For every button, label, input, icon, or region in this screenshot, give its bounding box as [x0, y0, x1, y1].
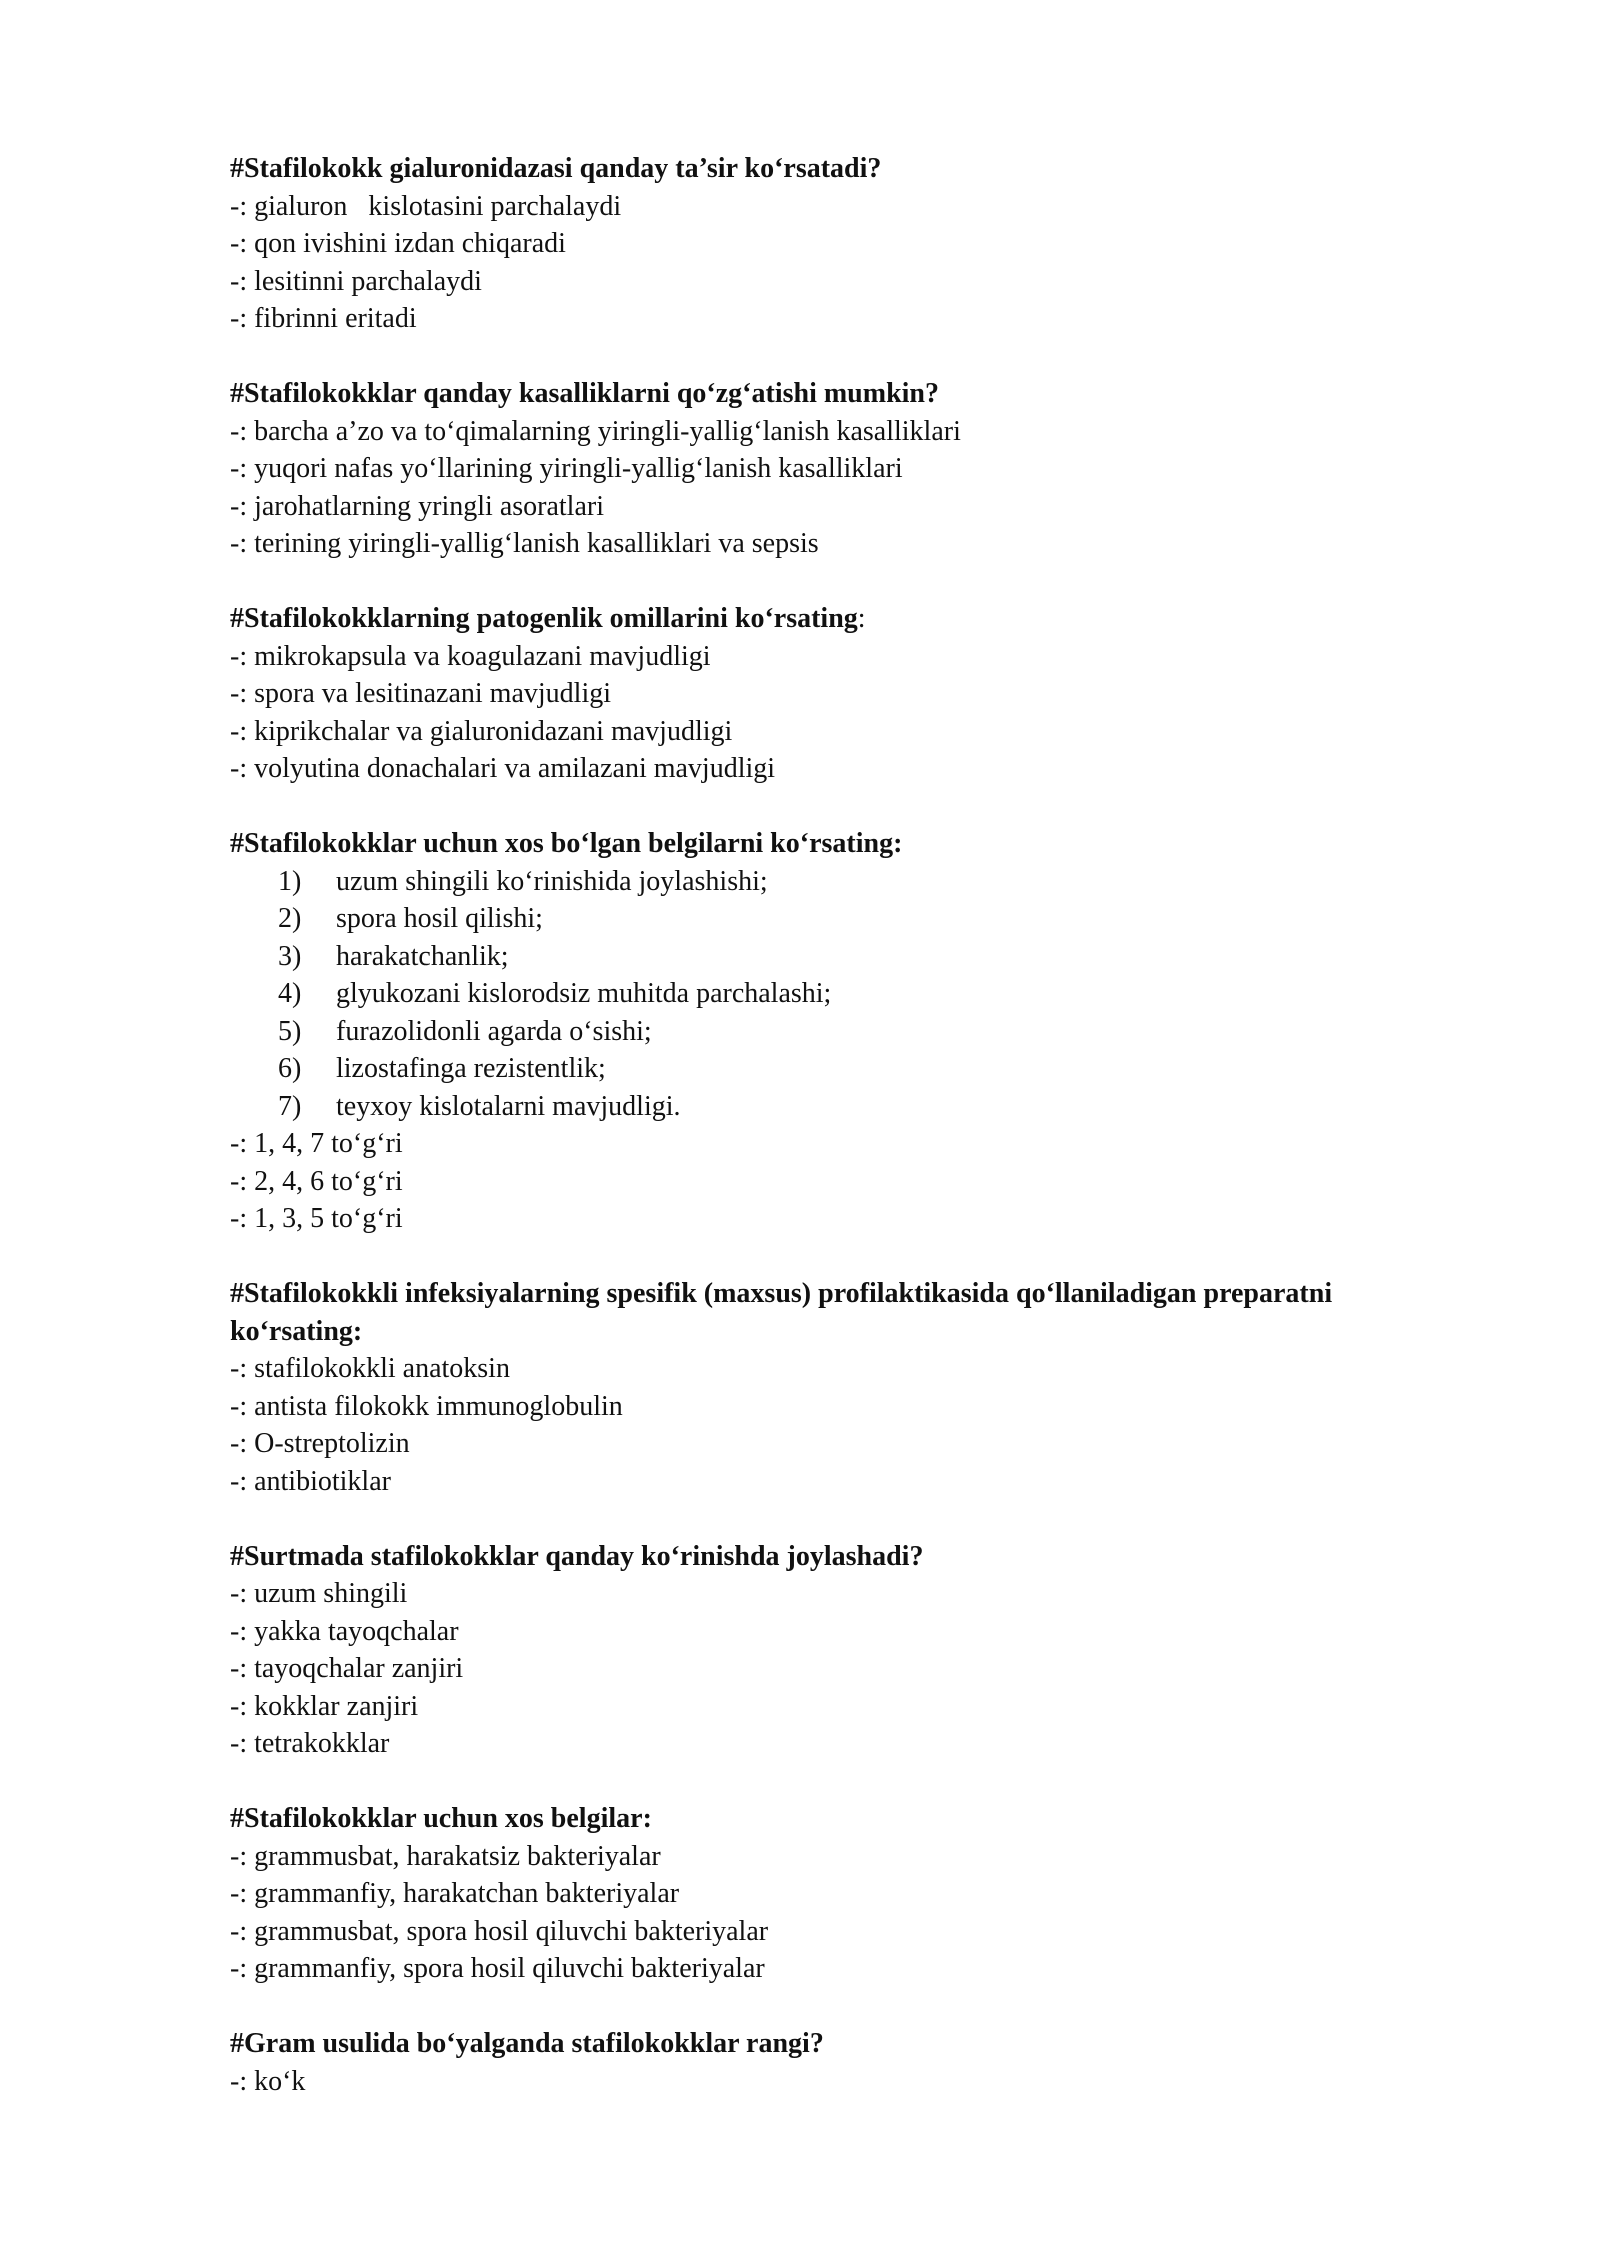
question-block — [230, 1800, 1410, 1988]
answer-option: -: tetrakokklar — [230, 1728, 390, 1759]
answer-option: -: stafilokokkli anatoksin — [230, 1353, 510, 1384]
question-block — [230, 825, 1410, 1238]
item-text: harakatchanlik; — [336, 940, 509, 972]
answer-option: -: lesitinni parchalaydi — [230, 265, 482, 297]
answer-option: -: grammanfiy, spora hosil qiluvchi bakteriyalar — [230, 1953, 765, 1984]
answer-option: -: grammusbat, spora hosil qiluvchi bakteriyalar — [230, 1915, 769, 1947]
question-title: #Gram usulida bo‘yalganda stafilokokklar rangi? — [230, 2028, 824, 2059]
question-title: #Stafilokokklar uchun xos belgilar: — [230, 1803, 652, 1834]
answer-option: -: yuqori nafas yo‘llarining yiringli-yallig‘lanish kasalliklari — [230, 453, 903, 484]
answer-option: -: antibiotiklar — [230, 1465, 391, 1497]
answer-option: -: jarohatlarning yringli asoratlari — [230, 490, 604, 522]
item-text: furazolidonli agarda o‘sishi; — [336, 1015, 652, 1047]
numbered-item — [230, 900, 1410, 938]
question-title — [230, 600, 1410, 638]
item-text: glyukozani kislorodsiz muhitda parchalashi; — [336, 978, 832, 1009]
question-title: #Stafilokokklar qanday kasalliklarni qo‘zg‘atishi mumkin? — [230, 378, 939, 409]
numbered-item — [230, 938, 1410, 976]
item-number: 3) — [278, 940, 302, 972]
document-page — [230, 150, 1410, 2138]
answer-option: -: gialuron kislotasini parchalaydi — [230, 190, 622, 222]
item-number: 7) — [278, 1090, 302, 1122]
answer-option: -: O-streptolizin — [230, 1428, 410, 1459]
item-number: 6) — [278, 1053, 302, 1084]
question-title-tail: : — [857, 603, 866, 634]
numbered-item — [230, 1050, 1410, 1088]
item-text: teyxoy kislotalarni mavjudligi. — [336, 1090, 681, 1122]
answer-option: -: 2, 4, 6 to‘g‘ri — [230, 1165, 403, 1197]
answer-option: -: antista filokokk immunoglobulin — [230, 1390, 623, 1422]
item-number: 5) — [278, 1015, 302, 1047]
numbered-item — [230, 1013, 1410, 1051]
answer-option: -: grammanfiy, harakatchan bakteriyalar — [230, 1878, 680, 1909]
item-number: 2) — [278, 903, 302, 934]
answer-option: -: 1, 3, 5 to‘g‘ri — [230, 1203, 403, 1234]
answer-option: -: qon ivishini izdan chiqaradi — [230, 228, 566, 259]
answer-option: -: barcha a’zo va to‘qimalarning yiringli-yallig‘lanish kasalliklari — [230, 415, 961, 447]
numbered-item — [230, 863, 1410, 901]
item-number: 1) — [278, 865, 302, 897]
question-block — [230, 600, 1410, 788]
question-title: #Surtmada stafilokokklar qanday ko‘rinishda joylashadi? — [230, 1540, 924, 1572]
answer-option: -: volyutina donachalari va amilazani mavjudligi — [230, 753, 776, 784]
item-text: uzum shingili ko‘rinishida joylashishi; — [336, 865, 768, 897]
numbered-list — [230, 863, 1410, 1126]
answer-option: -: terining yiringli-yallig‘lanish kasalliklari va sepsis — [230, 528, 819, 559]
question-title-text: #Stafilokokklarning patogenlik omillarini ko‘rsating — [230, 603, 858, 634]
answer-option: -: mikrokapsula va koagulazani mavjudligi — [230, 640, 711, 672]
answer-option: -: fibrinni eritadi — [230, 303, 417, 334]
answer-option: -: uzum shingili — [230, 1578, 408, 1609]
question-block — [230, 375, 1410, 563]
answer-option: -: grammusbat, harakatsiz bakteriyalar — [230, 1840, 661, 1872]
answer-option: -: ko‘k — [230, 2065, 306, 2097]
answer-option: -: spora va lesitinazani mavjudligi — [230, 678, 612, 709]
answer-option: -: tayoqchalar zanjiri — [230, 1653, 464, 1684]
question-block — [230, 150, 1410, 338]
numbered-item — [230, 1088, 1410, 1126]
answer-option: -: yakka tayoqchalar — [230, 1615, 459, 1647]
question-block — [230, 2025, 1410, 2100]
answer-option: -: kokklar zanjiri — [230, 1690, 419, 1722]
numbered-item — [230, 975, 1410, 1013]
question-block — [230, 1538, 1410, 1763]
answer-option: -: 1, 4, 7 to‘g‘ri — [230, 1128, 403, 1159]
question-title: #Stafilokokklar uchun xos bo‘lgan belgilarni ko‘rsating: — [230, 828, 903, 859]
question-title: #Stafilokokkli infeksiyalarning spesifik (maxsus) profilaktikasida qo‘llaniladigan preparatni ko‘rsating: — [230, 1278, 1333, 1347]
item-number: 4) — [278, 978, 302, 1009]
item-text: lizostafinga rezistentlik; — [336, 1053, 606, 1084]
item-text: spora hosil qilishi; — [336, 903, 543, 934]
question-block — [230, 1275, 1410, 1500]
answer-option: -: kiprikchalar va gialuronidazani mavjudligi — [230, 715, 733, 747]
question-title: #Stafilokokk gialuronidazasi qanday ta’sir ko‘rsatadi? — [230, 153, 882, 184]
